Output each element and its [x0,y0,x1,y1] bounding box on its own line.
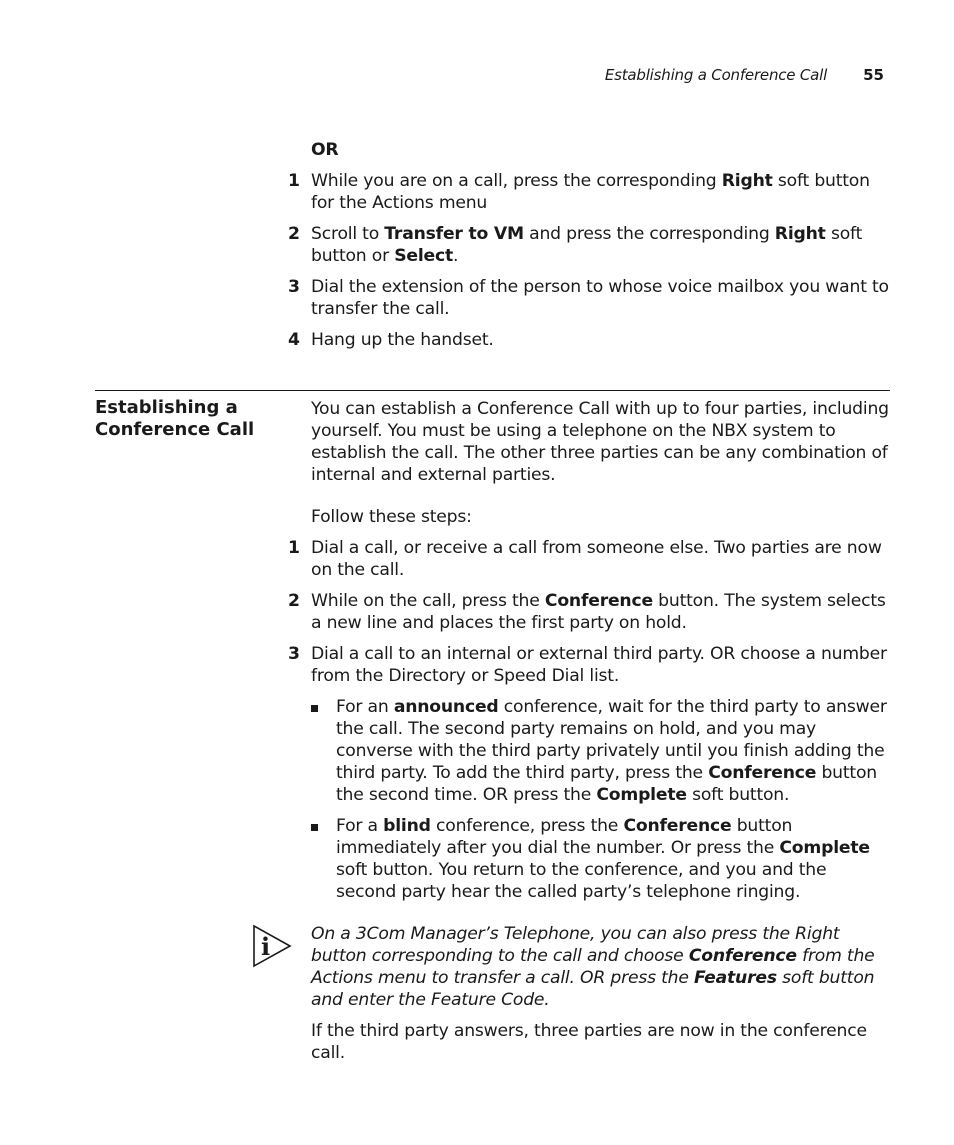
step-number: 2 [288,224,300,244]
step-number: 2 [288,591,300,611]
follow-steps-text: Follow these steps: [311,507,472,527]
or-label: OR [311,140,339,160]
step-number: 1 [288,538,300,558]
svg-text:i: i [261,932,271,961]
section-heading: Establishing a Conference Call [95,397,255,440]
running-head-title: Establishing a Conference Call [604,66,828,84]
step-text: While on the call, press the Conference button. The system selects a new line and places the first party on hold. [311,591,886,633]
closing-paragraph: If the third party answers, three parties are now in the conference call. [311,1021,867,1063]
step-text: Dial the extension of the person to whose voice mailbox you want to transfer the call. [311,277,889,319]
step-text: Dial a call to an internal or external third party. OR choose a number from the Directory or Speed Dial list. [311,644,887,686]
intro-paragraph: You can establish a Conference Call with up to four parties, including yourself. You must be using a telephone on the NBX system to establish the call. The other three parties can be any combination of internal and external parties. [311,399,889,485]
bullet-text: For an announced conference, wait for the third party to answer the call. The second party remains on hold, and you may converse with the third party privately until you finish adding the third party. To add the third party, press the Conference button the second time. OR press the Complete soft button. [336,697,887,805]
step-number: 3 [288,644,300,664]
step-number: 4 [288,330,300,350]
step-text: While you are on a call, press the corresponding Right soft button for the Actions menu [311,171,870,213]
note-paragraph: On a 3Com Manager’s Telephone, you can also press the Right button corresponding to the call and choose Conference from the Actions menu to transfer a call. OR press the Features soft button and enter the Feature Code. [311,924,875,1010]
step-text: Hang up the handset. [311,330,494,350]
step-number: 1 [288,171,300,191]
bullet-text: For a blind conference, press the Conference button immediately after you dial the number. Or press the Complete soft button. You return to the conference, and you and the second party hear the called party’s telephone ringing. [336,816,870,902]
page-number: 55 [863,66,884,84]
bullet-square-icon [311,824,318,831]
section-divider [95,390,890,391]
info-icon [252,924,292,968]
step-text: Scroll to Transfer to VM and press the corresponding Right soft button or Select. [311,224,863,266]
step-number: 3 [288,277,300,297]
bullet-square-icon [311,705,318,712]
running-head [605,66,884,84]
step-text: Dial a call, or receive a call from someone else. Two parties are now on the call. [311,538,882,580]
